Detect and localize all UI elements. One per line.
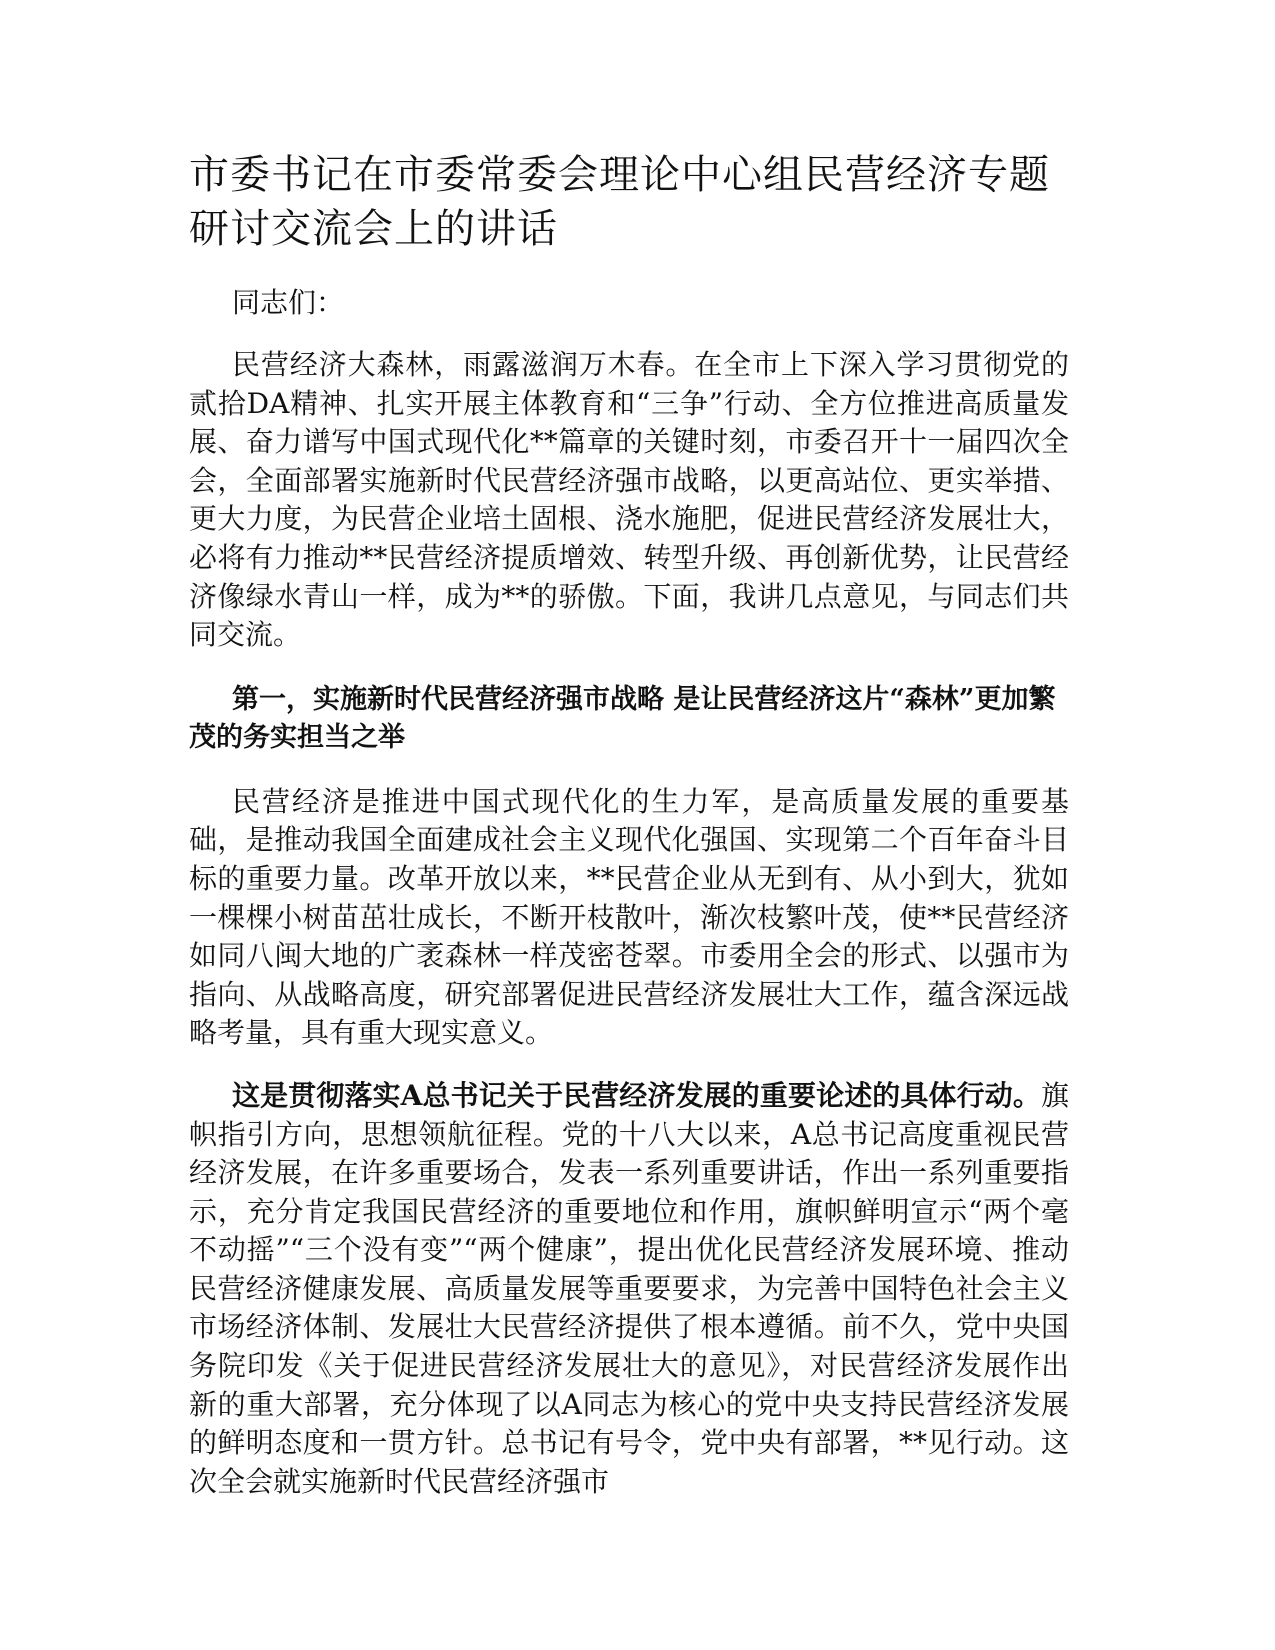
point-paragraph — [189, 1077, 1069, 1502]
section-heading: 第一，实施新时代民营经济强市战略 是让民营经济这片“森林”更加繁茂的务实担当之举 — [189, 683, 1056, 753]
document-title: 市委书记在市委常委会理论中心组民营经济专题研讨交流会上的讲话 — [189, 152, 1050, 252]
section-paragraph: 民营经济是推进中国式现代化的生力军，是高质量发展的重要基础，是推动我国全面建成社会主义现代化强国、实现第二个百年奋斗目标的重要力量。改革开放以来，**民营企业从无到有、从小到大，犹如一棵棵小树苗茁壮成长，不断开枝散叶，渐次枝繁叶茂，使**民营经济如同八闽大地的广袤森林一样茂密苍翠。市委用全会的形式、以强市为指向、从战略高度，研究部署促进民营经济发展壮大工作，蕴含深远战略考量，具有重大现实意义。 — [189, 784, 1069, 1050]
point-body-text: 旗帜指引方向，思想领航征程。党的十八大以来，A总书记高度重视民营经济发展，在许多重要场合，发表一系列重要讲话，作出一系列重要指示，充分肯定我国民营经济的重要地位和作用，旗帜鲜明宣示“两个毫不动摇”“三个没有变”“两个健康”，提出优化民营经济发展环境、推动民营经济健康发展、高质量发展等重要要求，为完善中国特色社会主义市场经济体制、发展壮大民营经济提供了根本遵循。前不久，党中央国务院印发《关于促进民营经济发展壮大的意见》，对民营经济发展作出新的重大部署，充分体现了以A同志为核心的党中央支持民营经济发展的鲜明态度和一贯方针。总书记有号令，党中央有部署，**见行动。这次全会就实施新时代民营经济强市 — [189, 1078, 1069, 1498]
point-lead-sentence: 这是贯彻落实A总书记关于民营经济发展的重要论述的具体行动。 — [232, 1078, 1041, 1112]
document-body — [189, 148, 1069, 1501]
intro-paragraph: 民营经济大森林，雨露滋润万木春。在全市上下深入学习贯彻党的贰拾DA精神、扎实开展主体教育和“三争”行动、全方位推进高质量发展、奋力谱写中国式现代化**篇章的关键时刻，市委召开十一届四次全会，全面部署实施新时代民营经济强市战略，以更高站位、更实举措、更大力度，为民营企业培土固根、浇水施肥，促进民营经济发展壮大，必将有力推动**民营经济提质增效、转型升级、再创新优势，让民营经济像绿水青山一样，成为**的骄傲。下面，我讲几点意见，与同志们共同交流。 — [189, 348, 1069, 652]
salutation: 同志们： — [232, 286, 345, 319]
